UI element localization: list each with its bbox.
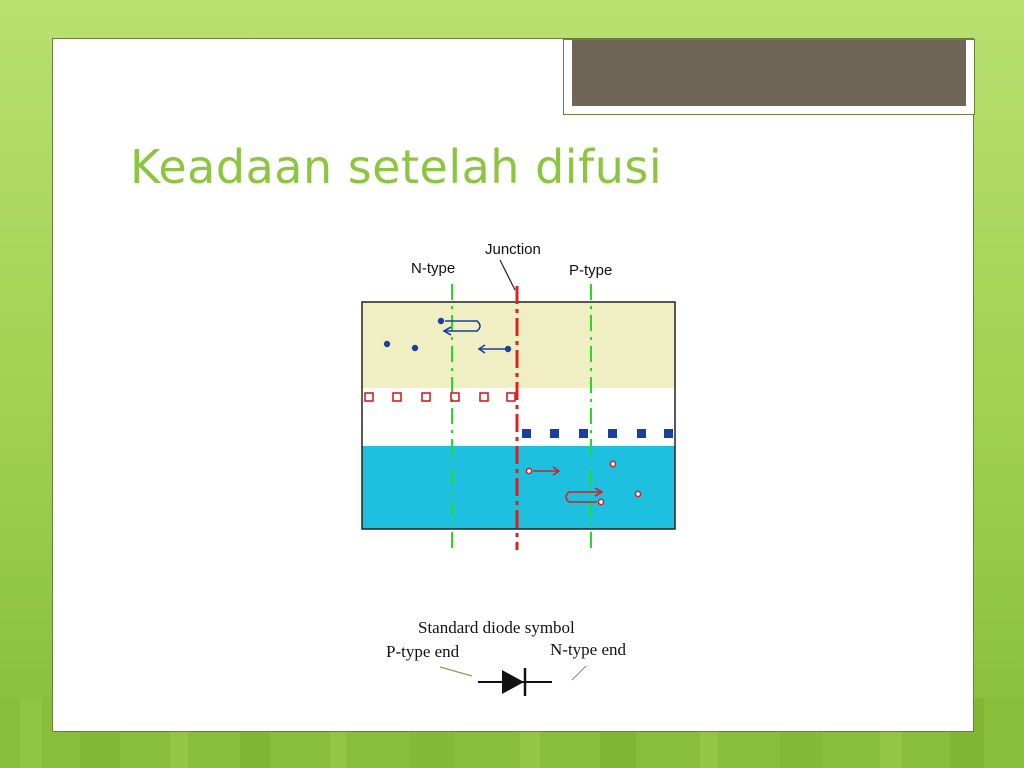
n-type-end-label: N-type end — [550, 640, 627, 659]
ion-square-filled — [550, 429, 559, 438]
diode-caption: Standard diode symbol — [418, 618, 575, 637]
ion-square-filled — [637, 429, 646, 438]
electron — [412, 345, 418, 351]
decorative-tab-fill — [572, 40, 966, 106]
hole — [610, 461, 615, 466]
pn-junction-diagram — [355, 232, 685, 552]
hole — [526, 468, 531, 473]
electron — [384, 341, 390, 347]
ion-square-filled — [664, 429, 673, 438]
diode-symbol-figure — [352, 604, 662, 704]
electron — [505, 346, 511, 352]
ion-square-filled — [608, 429, 617, 438]
ion-square-filled — [522, 429, 531, 438]
p-type-label: P-type — [569, 262, 613, 279]
decorative-tab — [563, 39, 975, 115]
junction-label: Junction — [485, 241, 541, 258]
ion-square-filled — [579, 429, 588, 438]
hole — [635, 491, 640, 496]
slide-title: Keadaan setelah difusi — [130, 140, 663, 194]
p-type-end-label: P-type end — [386, 642, 460, 661]
n-type-label: N-type — [411, 260, 456, 277]
electron — [438, 318, 444, 324]
hole — [598, 499, 603, 504]
junction-pointer — [500, 260, 515, 290]
